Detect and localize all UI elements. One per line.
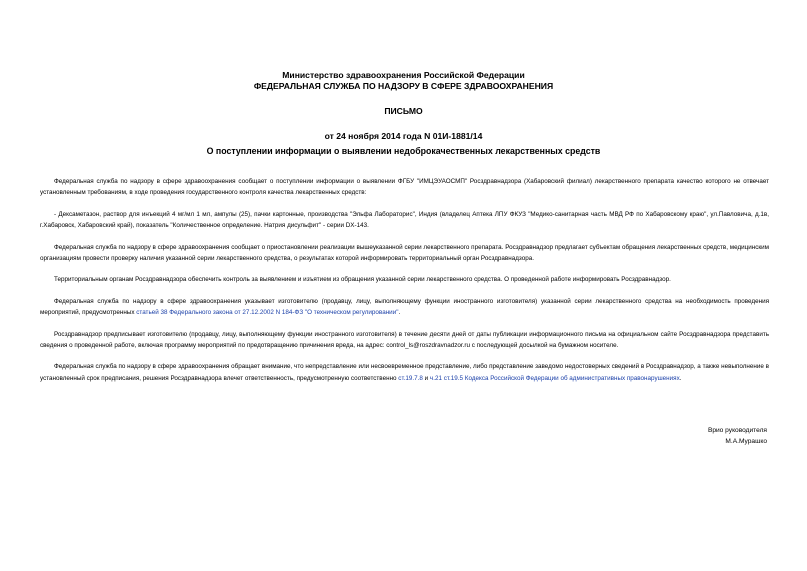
document-subject: О поступлении информации о выявлении недоброкачественных лекарственных средств: [206, 146, 601, 156]
ministry-name: Министерство здравоохранения Российской Федерации: [282, 70, 525, 80]
paragraph-5: [40, 296, 769, 319]
paragraph-6: Росздравнадзор предписывает изготовителю (продавцу, лицу, выполняющему функции иностранного изготовителя) в течение десяти дней от даты публикации информационного письма на официальном сайте Росздравнадзора представить сведения о проведенной работе, включая программу мероприятий по предотвращению причинения вреда, на адрес: control_ls@roszdravnadzor.ru с последующей досылкой на бумажном носителе.: [40, 330, 769, 350]
paragraph-7-text: Федеральная служба по надзору в сфере здравоохранения обращает внимание, что непредставление или несвоевременное представление, либо представление заведомо недостоверных сведений в Росздравнадзор, а также невыполнение в установленный срок предписания, решения Росздравнадзора влечет ответственность, предусмотренную соответственно: [40, 363, 769, 382]
article-19-7-8-link[interactable]: ст.19.7.8: [398, 374, 423, 382]
signature-position: Врио руководителя: [707, 427, 767, 434]
law-184fz-link[interactable]: статьей 38 Федерального закона от 27.12.2002 N 184-ФЗ "О техническом регулировании": [136, 309, 399, 317]
paragraph-2: - Дексаметазон, раствор для инъекций 4 мг/мл 1 мл, ампулы (25), пачки картонные, производства "Эльфа Лабораторис", Индия (владелец Аптека ЛПУ ФКУЗ "Медико-санитарная часть МВД РФ по Хабаровскому краю", ул.Павловича, д.1в, г.Хабаровск, Хабаровский край), показатель "Количественное определение. Натрия дисульфит" - серии DX-143.: [40, 210, 769, 230]
koap-19-5-link[interactable]: ч.21 ст.19.5 Кодекса Российской Федерации об административных правонарушениях: [429, 374, 680, 382]
signature-block: [708, 425, 767, 448]
paragraph-7-conjunction: и: [422, 374, 430, 382]
paragraph-4: Территориальным органам Росздравнадзора обеспечить контроль за выявлением и изъятием из обращения указанной серии лекарственного средства. О проведенной работе информировать Росздравнадзор.: [54, 276, 671, 284]
service-name: ФЕДЕРАЛЬНАЯ СЛУЖБА ПО НАДЗОРУ В СФЕРЕ ЗДРАВООХРАНЕНИЯ: [253, 81, 554, 91]
paragraph-7-end: .: [679, 374, 682, 382]
paragraph-3: Федеральная служба по надзору в сфере здравоохранения сообщает о приостановлении реализации вышеуказанной серии лекарственного препарата. Росздравнадзор предлагает субъектам обращения лекарственных средств, медицинским организациям провести проверку наличия указанной серии лекарственного средства, о результатах которой информировать территориальный орган Росздравнадзора.: [40, 243, 769, 263]
document-header: [0, 70, 807, 142]
paragraph-5-text: Федеральная служба по надзору в сфере здравоохранения указывает изготовителю (продавцу, лицу, выполняющему функции иностранного изготовителя) указанной серии лекарственного средства на необходимость проведения мероприятий, предусмотренных: [40, 297, 769, 317]
paragraph-5-end: .: [398, 309, 401, 317]
document-type: ПИСЬМО: [384, 106, 423, 116]
paragraph-7: [40, 361, 769, 384]
document-body: [40, 176, 769, 384]
signature-name: М.А.Мурашко: [725, 438, 767, 446]
document-date-number: от 24 ноября 2014 года N 01И-1881/14: [324, 131, 483, 141]
paragraph-1: Федеральная служба по надзору в сфере здравоохранения сообщает о поступлении информации о выявлении ФГБУ "ИМЦЭУАОСМП" Росздравнадзора (Хабаровский филиал) лекарственного препарата качество которого не отвечает установленным требованиям, в ходе проведения государственного контроля качества лекарственных средств:: [40, 178, 769, 197]
